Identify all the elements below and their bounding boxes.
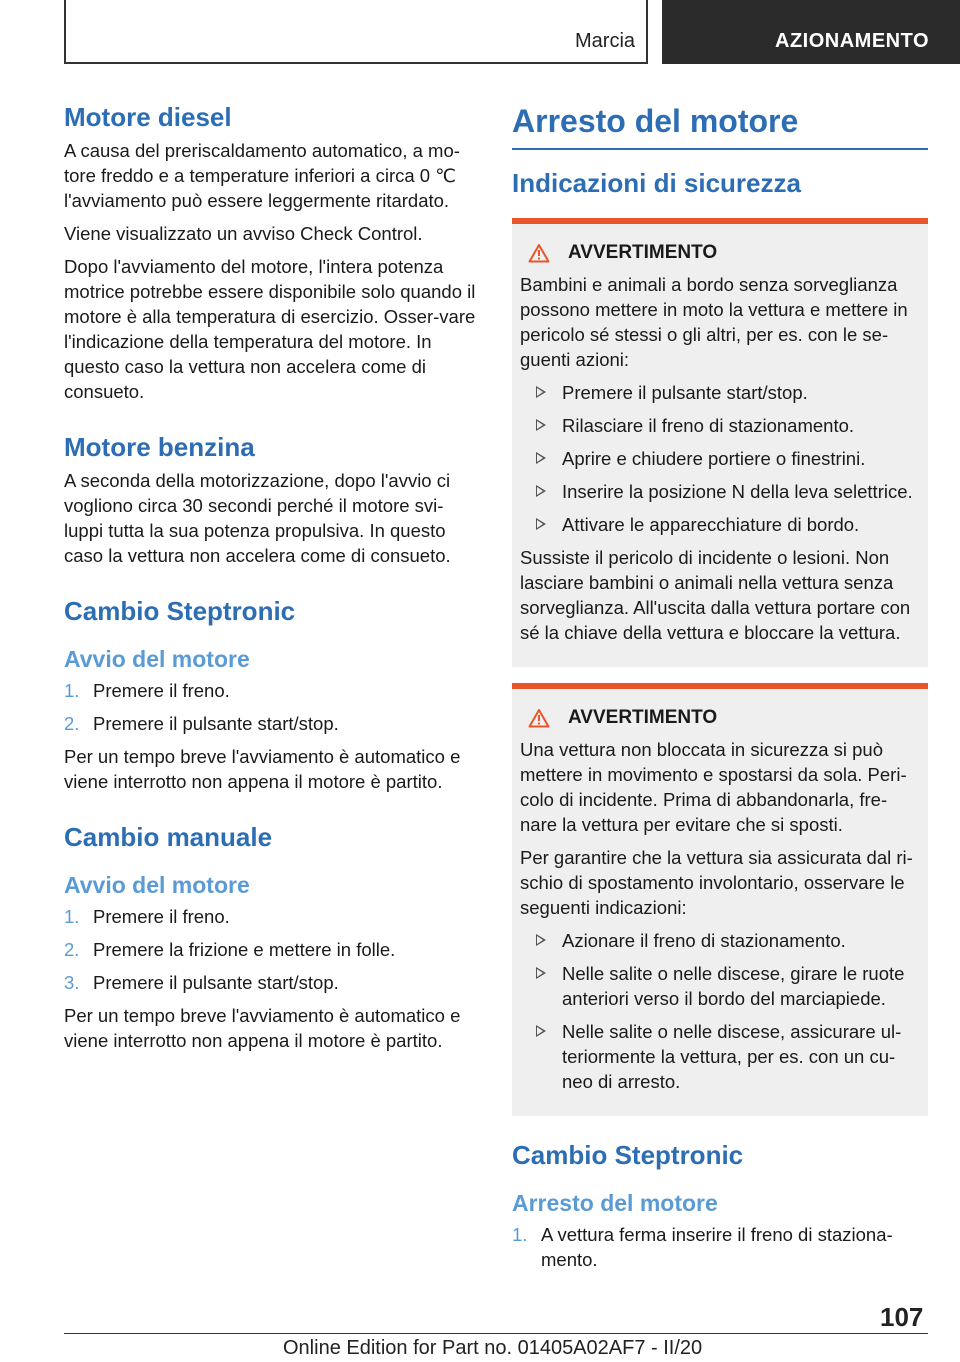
list-item: 1. Premere il freno.: [64, 680, 230, 701]
diesel-title: Motore diesel: [64, 102, 232, 132]
list-item: Aprire e chiudere portiere o finestrini.: [528, 446, 920, 471]
triangle-bullet-icon: [536, 485, 546, 497]
page-number: 107: [880, 1302, 924, 1332]
steptronic-title: Cambio Steptronic: [64, 596, 296, 626]
right-steptronic-title: Cambio Steptronic: [512, 1140, 744, 1170]
warning-2-p2: Per garantire che la vettura sia assicurata dal ri-schio di spostamento involontario, osservare le seguenti indicazioni:: [520, 847, 913, 918]
triangle-bullet-icon: [536, 934, 546, 946]
list-item: 2. Premere la frizione e mettere in folle.: [64, 939, 396, 960]
list-item: 2. Premere il pulsante start/stop.: [64, 713, 339, 734]
warning-triangle-icon: [528, 708, 550, 728]
list-item: Nelle salite o nelle discese, assicurare ul-teriormente la vettura, per es. con un cu-neo di arresto.: [528, 1019, 920, 1094]
warning-title: AVVERTIMENTO: [568, 707, 718, 728]
steptronic-p1: Per un tempo breve l'avviamento è automatico e viene interrotto non appena il motore è partito.: [64, 746, 461, 792]
right-steptronic-steps: [512, 1222, 928, 1272]
warning-2-p1: Una vettura non bloccata in sicurezza si può mettere in movimento e spostarsi da sola. Peri-colo di incidente. Prima di abbandonarla, fre-nare la vettura per evitare che si sposti.: [520, 739, 907, 835]
arresto-title: Arresto del motore: [512, 100, 928, 150]
safety-title: Indicazioni di sicurezza: [512, 168, 801, 198]
list-item: Azionare il freno di stazionamento.: [528, 928, 920, 953]
warning-1-p1: Bambini e animali a bordo senza sorveglianza possono mettere in moto la vettura e mettere in pericolo sé stessi o gli altri, per es. con le se-guenti azioni:: [520, 274, 908, 370]
list-item: 1. Premere il freno.: [64, 906, 230, 927]
list-item: Inserire la posizione N della leva selettrice.: [528, 479, 920, 504]
benzina-p1: A seconda della motorizzazione, dopo l'avvio ci vogliono circa 30 secondi perché il motore svi-luppi tutta la sua potenza propulsiva. In questo caso la vettura non accelera come di consueto.: [64, 470, 451, 566]
warning-triangle-icon: [528, 243, 550, 263]
list-item: 1. A vettura ferma inserire il freno di staziona-mento.: [512, 1224, 893, 1270]
list-item: Rilasciare il freno di stazionamento.: [528, 413, 920, 438]
diesel-p2: Viene visualizzato un avviso Check Control.: [64, 223, 423, 244]
triangle-bullet-icon: [536, 419, 546, 431]
list-item: Nelle salite o nelle discese, girare le ruote anteriori verso il bordo del marciapiede.: [528, 961, 920, 1011]
right-column: [512, 100, 928, 1280]
diesel-p1: A causa del preriscaldamento automatico, a mo-tore freddo e a temperature inferiori a circa 0 ℃ l'avviamento può essere leggermente ritardato.: [64, 140, 460, 211]
warning-title: AVVERTIMENTO: [568, 242, 718, 263]
footer-divider: [64, 1333, 928, 1334]
warning-1-bullets: [520, 380, 920, 537]
left-column: [64, 100, 480, 1061]
triangle-bullet-icon: [536, 518, 546, 530]
manuale-steps: [64, 904, 480, 995]
footer-edition: Online Edition for Part no. 01405A02AF7 - II/20: [283, 1337, 703, 1359]
triangle-bullet-icon: [536, 386, 546, 398]
warning-box-1: [512, 218, 928, 667]
triangle-bullet-icon: [536, 1025, 546, 1037]
list-item: 3. Premere il pulsante start/stop.: [64, 972, 339, 993]
header-section: Marcia: [575, 30, 636, 52]
list-item: Premere il pulsante start/stop.: [528, 380, 920, 405]
triangle-bullet-icon: [536, 967, 546, 979]
list-item: Attivare le apparecchiature di bordo.: [528, 512, 920, 537]
warning-2-bullets: [520, 928, 920, 1094]
warning-1-p2: Sussiste il pericolo di incidente o lesioni. Non lasciare bambini o animali nella vettura senza sorveglianza. All'uscita dalla vettura portare con sé la chiave della vettura e bloccare la vettura.: [520, 547, 911, 643]
steptronic-steps: [64, 678, 480, 736]
steptronic-subtitle: Avvio del motore: [64, 646, 250, 672]
diesel-p3: Dopo l'avviamento del motore, l'intera potenza motrice potrebbe essere disponibile solo quando il motore è alla temperatura di esercizio. Osser-vare l'indicazione della temperatura del motore. In questo caso la vettura non accelera come di consueto.: [64, 256, 476, 402]
header-frame: [64, 0, 648, 64]
manuale-subtitle: Avvio del motore: [64, 872, 250, 898]
right-steptronic-subtitle: Arresto del motore: [512, 1190, 718, 1216]
triangle-bullet-icon: [536, 452, 546, 464]
warning-box-2: [512, 683, 928, 1116]
manuale-p1: Per un tempo breve l'avviamento è automatico e viene interrotto non appena il motore è partito.: [64, 1005, 461, 1051]
manuale-title: Cambio manuale: [64, 822, 273, 852]
header-chapter: AZIONAMENTO: [662, 0, 960, 64]
benzina-title: Motore benzina: [64, 432, 255, 462]
